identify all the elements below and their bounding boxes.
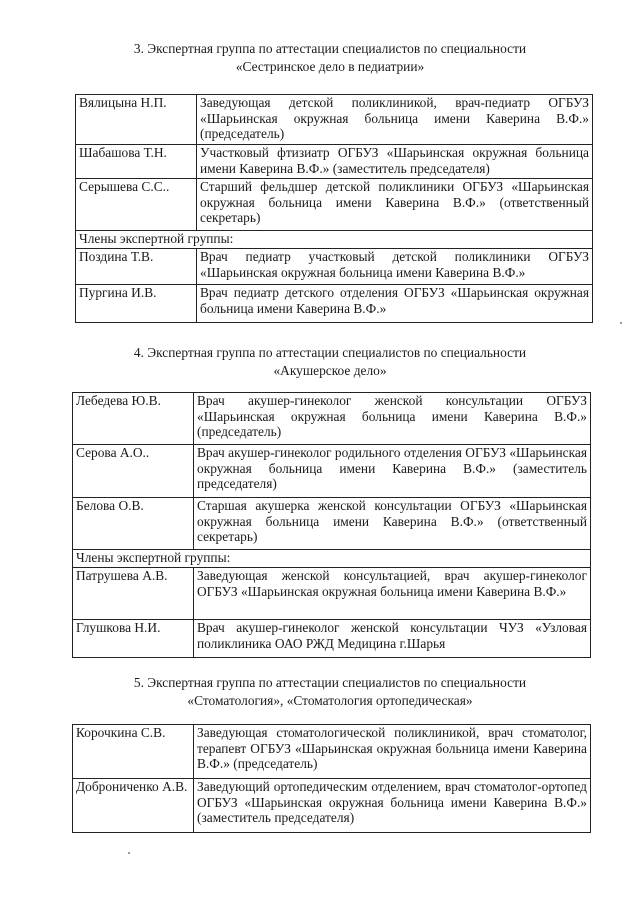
member-position: Старший фельдшер детской поликлиники ОГБУЗ «Шарьинская окружная больница имени Каверина В.Ф.» (ответственный секретарь)	[197, 179, 593, 231]
member-name: Патрушева А.В.	[73, 568, 194, 620]
member-position: Врач акушер-гинеколог женской консультации ЧУЗ «Узловая поликлиника ОАО РЖД Медицина г.Шарья	[194, 620, 591, 658]
scan-speck	[620, 322, 622, 324]
section-4-title-line1: 4. Экспертная группа по аттестации специалистов по специальности	[133, 345, 527, 360]
member-name: Вялицына Н.П.	[76, 95, 197, 145]
member-position: Заведующая женской консультацией, врач акушер-гинеколог ОГБУЗ «Шарьинская окружная больница имени Каверина В.Ф.»	[194, 568, 591, 620]
member-name: Лебедева Ю.В.	[73, 393, 194, 445]
member-position: Заведующая детской поликлиникой, врач-педиатр ОГБУЗ «Шарьинская окружная больница имени Каверина В.Ф.» (председатель)	[197, 95, 593, 145]
section-4-title-line2: «Акушерское дело»	[273, 363, 387, 378]
member-position: Участковый фтизиатр ОГБУЗ «Шарьинская окружная больница имени Каверина В.Ф.» (заместитель председателя)	[197, 145, 593, 179]
section-5-title	[60, 674, 600, 710]
table-row	[73, 568, 591, 620]
member-name: Белова О.В.	[73, 498, 194, 550]
section-4-title	[60, 344, 600, 380]
table-row	[73, 498, 591, 550]
member-position: Врач педиатр участковый детской поликлиники ОГБУЗ «Шарьинская окружная больница имени Каверина В.Ф.»	[197, 249, 593, 285]
member-name: Серова А.О..	[73, 445, 194, 498]
member-position: Заведующая стоматологической поликлиникой, врач стоматолог, терапевт ОГБУЗ «Шарьинская окружная больница имени Каверина В.Ф.» (председатель)	[194, 725, 591, 779]
section-5-title-line2: «Стоматология», «Стоматология ортопедическая»	[187, 693, 473, 708]
member-position: Врач акушер-гинеколог женской консультации ОГБУЗ «Шарьинская окружная больница имени Каверина В.Ф.» (председатель)	[194, 393, 591, 445]
scan-speck	[128, 852, 130, 854]
table-row	[73, 393, 591, 445]
member-name: Шабашова Т.Н.	[76, 145, 197, 179]
section-5-title-line1: 5. Экспертная группа по аттестации специалистов по специальности	[133, 675, 527, 690]
member-name: Доброниченко А.В.	[73, 779, 194, 833]
section-4-table	[72, 392, 591, 658]
table-row	[76, 95, 593, 145]
section-3-table	[75, 94, 593, 323]
section-3-title-line1: 3. Экспертная группа по аттестации специалистов по специальности	[133, 41, 527, 56]
table-row	[76, 249, 593, 285]
member-position: Старшая акушерка женской консультации ОГБУЗ «Шарьинская окружная больница имени Каверина В.Ф.» (ответственный секретарь)	[194, 498, 591, 550]
member-position: Врач акушер-гинеколог родильного отделения ОГБУЗ «Шарьинская окружная больница имени Каверина В.Ф.» (заместитель председателя)	[194, 445, 591, 498]
table-row	[76, 231, 593, 249]
member-position: Заведующий ортопедическим отделением, врач стоматолог-ортопед ОГБУЗ «Шарьинская окружная больница имени Каверина В.Ф.» (заместитель председателя)	[194, 779, 591, 833]
member-name: Серышева С.С..	[76, 179, 197, 231]
table-row	[76, 285, 593, 323]
table-row	[73, 620, 591, 658]
table-row	[76, 145, 593, 179]
member-name: Глушкова Н.И.	[73, 620, 194, 658]
section-3-title-line2: «Сестринское дело в педиатрии»	[235, 59, 425, 74]
section-3-title	[60, 40, 600, 76]
member-name: Пургина И.В.	[76, 285, 197, 323]
table-row	[73, 445, 591, 498]
member-name: Корочкина С.В.	[73, 725, 194, 779]
table-row	[76, 179, 593, 231]
table-row	[73, 725, 591, 779]
member-name: Поздина Т.В.	[76, 249, 197, 285]
members-label: Члены экспертной группы:	[73, 550, 591, 568]
table-row	[73, 550, 591, 568]
members-label: Члены экспертной группы:	[76, 231, 593, 249]
section-5-table	[72, 724, 591, 833]
member-position: Врач педиатр детского отделения ОГБУЗ «Шарьинская окружная больница имени Каверина В.Ф.»	[197, 285, 593, 323]
table-row	[73, 779, 591, 833]
